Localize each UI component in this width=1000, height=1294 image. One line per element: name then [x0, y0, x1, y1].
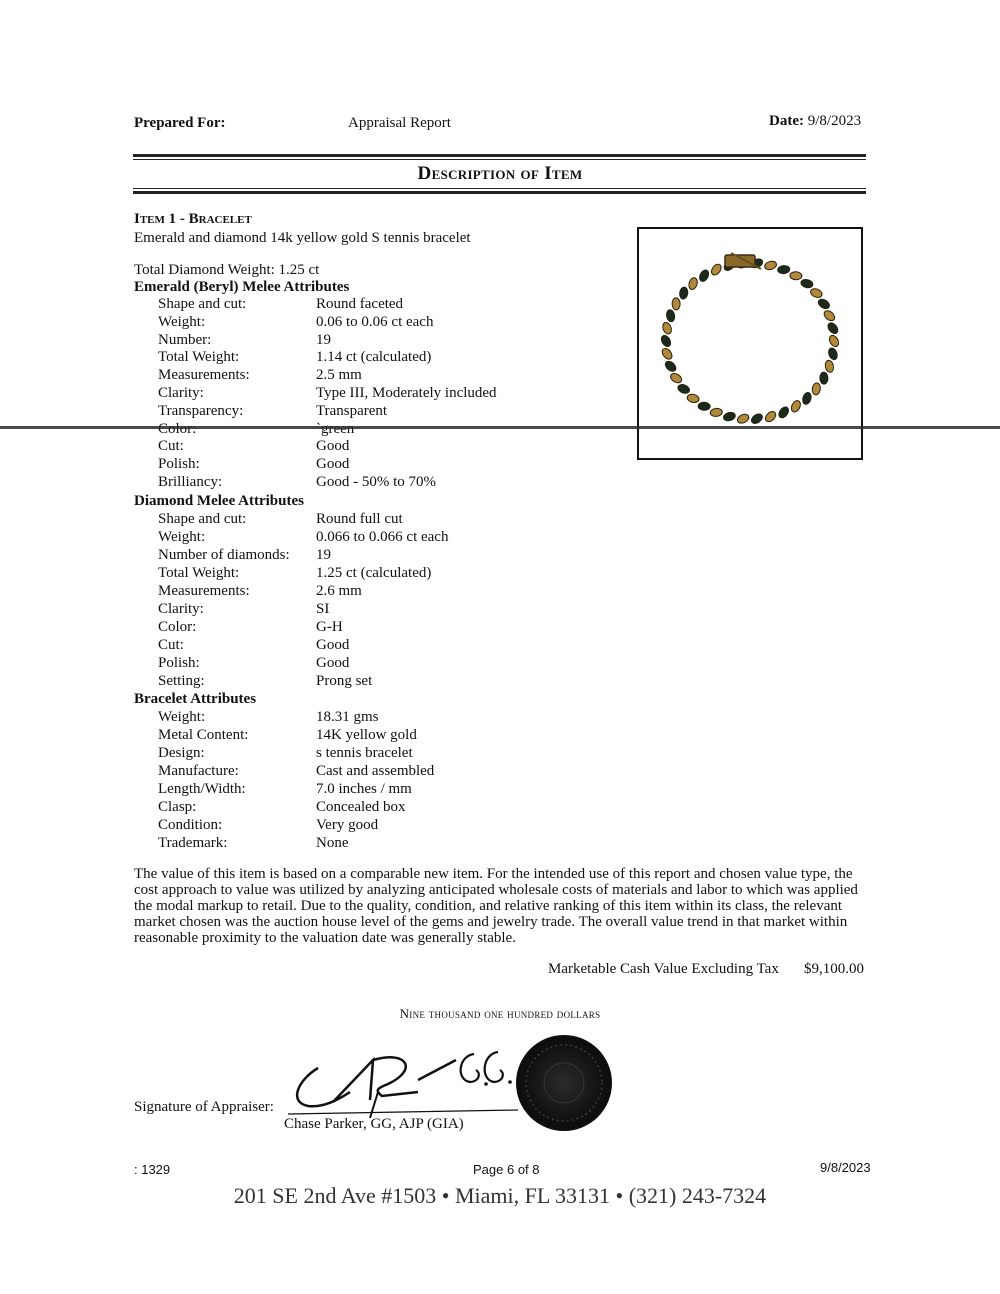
diamond-row-value: Prong set	[316, 673, 373, 689]
bracelet-link	[827, 347, 839, 361]
emerald-row-value: Round faceted	[316, 296, 404, 312]
bracelet-row-value: Concealed box	[316, 799, 406, 815]
diamond-row-label: Polish:	[158, 655, 200, 671]
date-label: Date:	[769, 113, 804, 129]
bracelet-row-value: 18.31 gms	[316, 709, 379, 725]
bracelet-link	[822, 309, 836, 323]
bracelet-link	[800, 278, 813, 288]
signature-scribble	[278, 1040, 528, 1120]
emerald-row-label: Number:	[158, 331, 212, 348]
emerald-row-label: Measurements:	[158, 367, 250, 384]
emerald-row-label: Polish:	[158, 456, 200, 473]
bracelet-link	[764, 260, 778, 271]
bracelet-row-value: 7.0 inches / mm	[316, 781, 412, 797]
emerald-row-label: Transparency:	[158, 402, 244, 419]
bracelet-link	[710, 262, 724, 276]
bracelet-link	[790, 271, 802, 280]
bracelet-link	[688, 277, 699, 291]
bracelet-link	[777, 265, 790, 274]
emerald-row-label: Clarity:	[158, 385, 204, 401]
top-rule-thick	[133, 154, 866, 157]
item-description: Emerald and diamond 14k yellow gold S tennis bracelet	[134, 230, 471, 246]
emerald-section-title: Emerald (Beryl) Melee Attributes	[134, 279, 350, 295]
bracelet-link	[672, 298, 680, 310]
value-in-words: Nine thousand one hundred dollars	[399, 1006, 601, 1021]
appraiser-seal-icon	[516, 1035, 612, 1131]
seal-ring	[516, 1035, 612, 1131]
emerald-row-value: Good	[316, 456, 350, 473]
bracelet-row-label: Manufacture:	[158, 763, 239, 779]
top-rule-thin	[133, 159, 866, 160]
bracelet-link	[736, 413, 750, 425]
diamond-row-value: 19	[316, 547, 331, 563]
emerald-row-value: 0.06 to 0.06 ct each	[316, 313, 434, 330]
bracelet-row-label: Condition:	[158, 817, 223, 833]
bracelet-link	[790, 399, 803, 413]
bracelet-row-value: 14K yellow gold	[316, 727, 417, 743]
prepared-for-label: Prepared For:	[134, 115, 226, 131]
value-label: Marketable Cash Value Excluding Tax	[548, 961, 779, 977]
bracelet-row-label: Trademark:	[158, 835, 228, 851]
emerald-row-value: 19	[316, 331, 331, 348]
diamond-row-value: SI	[316, 601, 330, 617]
emerald-row-label: Brilliancy:	[158, 474, 223, 490]
bracelet-link	[824, 360, 834, 373]
bracelet-section-title: Bracelet Attributes	[134, 691, 257, 707]
diamond-row-value: Good	[316, 637, 350, 653]
bracelet-link	[666, 309, 676, 322]
bracelet-link	[826, 321, 840, 335]
bracelet-link	[828, 334, 841, 348]
emerald-row-value: Good	[316, 438, 350, 455]
bracelet-link	[809, 287, 823, 299]
bracelet-link	[820, 372, 828, 384]
diamond-row-value: Round full cut	[316, 511, 403, 527]
diamond-row-label: Cut:	[158, 637, 184, 653]
bracelet-link	[710, 408, 723, 417]
bracelet-link	[817, 297, 831, 310]
diamond-row-label: Total Weight:	[158, 565, 240, 581]
bracelet-link	[777, 405, 791, 419]
diamond-row-label: Shape and cut:	[158, 511, 247, 527]
bracelet-row-label: Length/Width:	[158, 781, 246, 797]
diamond-row-value: 2.6 mm	[316, 583, 362, 599]
diamond-row-label: Color:	[158, 619, 197, 635]
bracelet-link	[661, 321, 673, 335]
bracelet-link	[663, 359, 677, 373]
bracelet-link	[677, 383, 691, 395]
emerald-row-value: 2.5 mm	[316, 367, 362, 384]
bracelet-link	[660, 347, 674, 361]
diamond-row-label: Clarity:	[158, 601, 204, 617]
bracelet-row-value: Cast and assembled	[316, 763, 435, 779]
emerald-row-value: Type III, Moderately included	[316, 385, 497, 401]
bracelet-row-label: Design:	[158, 745, 205, 761]
bracelet-link	[723, 411, 737, 422]
bracelet-row-value: Very good	[316, 817, 379, 833]
diamond-row-label: Weight:	[158, 529, 206, 545]
item-heading: Item 1 - Bracelet	[134, 211, 252, 227]
diamond-section-title: Diamond Melee Attributes	[134, 493, 304, 509]
bracelet-image	[639, 229, 861, 458]
diamond-row-value: 1.25 ct (calculated)	[316, 565, 432, 581]
total-diamond-weight: Total Diamond Weight: 1.25 ct	[134, 262, 320, 278]
bracelet-link	[812, 382, 822, 395]
emerald-row-label: Shape and cut:	[158, 296, 247, 312]
bottom-rule-thin	[133, 188, 866, 189]
date-value: 9/8/2023	[807, 113, 862, 129]
value-amount: $9,100.00	[804, 961, 864, 977]
appraiser-name: Chase Parker, GG, AJP (GIA)	[284, 1116, 464, 1132]
emerald-row-value: Transparent	[316, 402, 388, 419]
emerald-row-label: Cut:	[158, 438, 184, 455]
emerald-row-value: 1.14 ct (calculated)	[316, 349, 432, 366]
bracelet-link	[750, 412, 764, 425]
emerald-row-label: Total Weight:	[158, 349, 240, 366]
diamond-row-label: Measurements:	[158, 583, 250, 599]
bracelet-link	[686, 393, 699, 403]
diamond-row-value: 0.066 to 0.066 ct each	[316, 529, 449, 545]
diamond-row-value: G-H	[316, 619, 343, 635]
valuation-paragraph: The value of this item is based on a comparable new item. For the intended use of this report and chosen value type, the cost approach to value was utilized by analyzing anticipated wholesale costs of materials and labor to which was applied the modal markup to retail. Due to the quality, condition, and relative ranking of this item within its class, the relevant market chosen was the auction house level of the gems and jewelry trade. The overall value trend in that market within reasonable proximity to the valuation date was generally stable.	[134, 866, 858, 946]
bracelet-row-value: None	[316, 835, 349, 851]
emerald-row-value: Good - 50% to 70%	[316, 474, 436, 490]
bracelet-link	[679, 287, 689, 300]
bracelet-row-value: s tennis bracelet	[316, 745, 413, 761]
bracelet-row-label: Clasp:	[158, 799, 197, 815]
scan-fold-line	[0, 426, 1000, 429]
bracelet-link	[669, 372, 683, 385]
footer-id: : 1329	[134, 1162, 171, 1177]
report-title: Appraisal Report	[348, 115, 451, 131]
footer-address: 201 SE 2nd Ave #1503 • Miami, FL 33131 • (321) 243-7324	[233, 1183, 767, 1208]
diamond-row-value: Good	[316, 655, 350, 671]
diamond-row-label: Setting:	[158, 673, 205, 689]
signature-label: Signature of Appraiser:	[134, 1099, 274, 1115]
footer-date: 9/8/2023	[820, 1160, 871, 1175]
emerald-row-label: Weight:	[158, 313, 206, 330]
bracelet-link	[698, 269, 711, 283]
diamond-row-label: Number of diamonds:	[158, 547, 290, 563]
bottom-rule-thick	[133, 191, 866, 194]
bracelet-row-label: Metal Content:	[158, 727, 249, 743]
report-date	[769, 113, 861, 130]
section-title: Description of Item	[417, 163, 583, 184]
footer-page: Page 6 of 8	[473, 1162, 540, 1177]
bracelet-link	[764, 410, 778, 424]
bracelet-link	[698, 402, 710, 411]
bracelet-link	[660, 334, 673, 348]
bracelet-link	[801, 391, 812, 405]
bracelet-row-label: Weight:	[158, 709, 206, 725]
